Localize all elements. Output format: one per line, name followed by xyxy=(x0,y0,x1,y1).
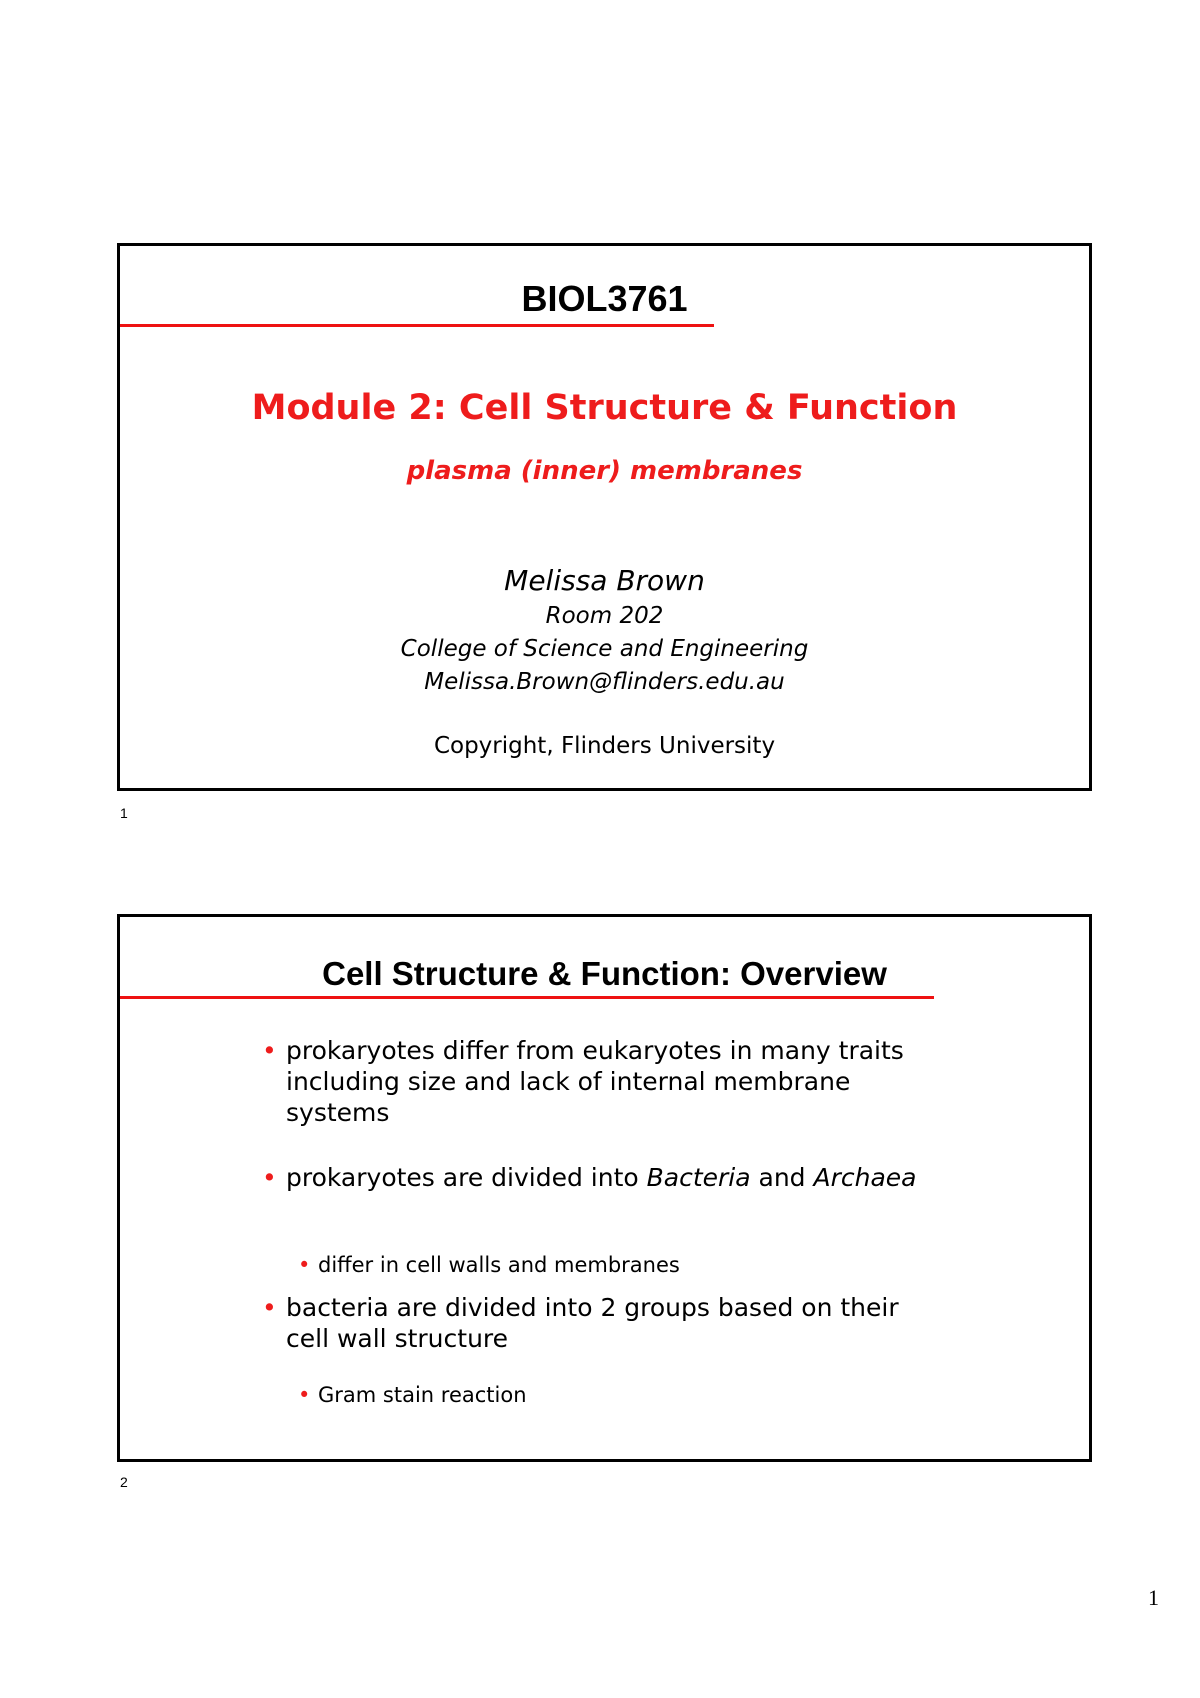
bullet-item xyxy=(262,1035,926,1128)
title-underline xyxy=(120,996,934,999)
title-underline xyxy=(120,324,714,327)
slide-1-title: BIOL3761 xyxy=(521,278,688,319)
bullet-icon: • xyxy=(262,1293,277,1322)
slide-2-title: Cell Structure & Function: Overview xyxy=(322,955,887,992)
sub-bullet-text: differ in cell walls and membranes xyxy=(318,1253,680,1277)
archaea-term: Archaea xyxy=(813,1163,917,1192)
author-name: Melissa Brown xyxy=(504,564,705,597)
page-number: 1 xyxy=(1148,1585,1159,1610)
bullet-text: prokaryotes differ from eukaryotes in many traits including size and lack of internal membrane systems xyxy=(286,1036,904,1127)
bullet-item xyxy=(262,1292,926,1354)
bullet-text-mid: and xyxy=(750,1163,814,1192)
bullet-icon: • xyxy=(298,1383,311,1407)
bacteria-term: Bacteria xyxy=(646,1163,751,1192)
slide-2 xyxy=(117,914,1092,1462)
bullet-text: bacteria are divided into 2 groups based on their cell wall structure xyxy=(286,1293,899,1353)
module-subtitle: plasma (inner) membranes xyxy=(406,456,803,486)
copyright-notice: Copyright, Flinders University xyxy=(433,733,776,759)
bullet-text: prokaryotes are divided into xyxy=(286,1163,647,1192)
module-title: Module 2: Cell Structure & Function xyxy=(251,388,958,428)
slide-1 xyxy=(117,243,1092,791)
author-college: College of Science and Engineering xyxy=(400,636,809,662)
author-email: Melissa.Brown@flinders.edu.au xyxy=(424,669,785,695)
bullet-icon: • xyxy=(262,1036,277,1065)
slide-number-1: 1 xyxy=(120,805,128,821)
slide-number-2: 2 xyxy=(120,1474,128,1490)
bullet-item xyxy=(262,1162,926,1193)
bullet-icon: • xyxy=(298,1253,311,1277)
bullet-icon: • xyxy=(262,1163,277,1192)
author-room: Room 202 xyxy=(545,603,664,629)
sub-bullet-item xyxy=(298,1382,527,1408)
sub-bullet-text: Gram stain reaction xyxy=(318,1383,527,1407)
sub-bullet-item xyxy=(298,1252,680,1278)
